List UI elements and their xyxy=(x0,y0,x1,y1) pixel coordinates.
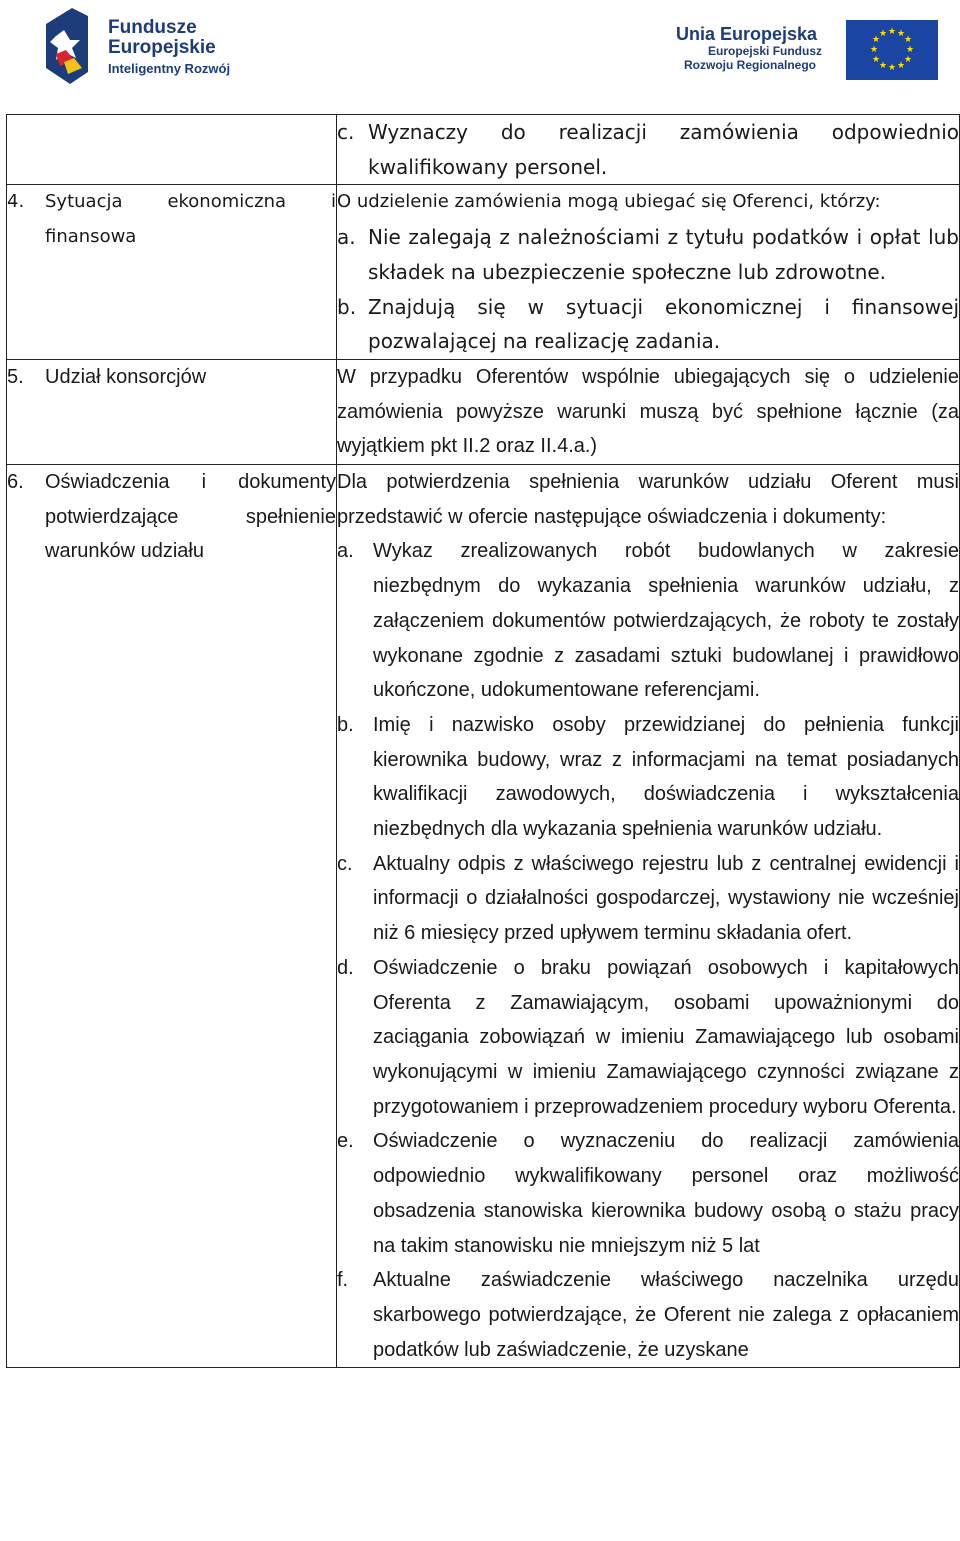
svg-text:★: ★ xyxy=(887,63,897,73)
requirements-table xyxy=(6,114,960,1368)
fe-logo-line2: Europejskie xyxy=(108,37,216,58)
list-marker: d. xyxy=(337,956,354,979)
label-cell xyxy=(7,359,337,464)
row-title: Sytuacja ekonomiczna i finansowa xyxy=(45,191,336,248)
list-text: Oświadczenie o braku powiązań osobowych i kapitałowych Oferenta z Zamawiającym, osobami upoważnionymi do zaciągania zobowiązań w imieniu Zamawiającego lub osobami wykonującymi w imieniu Zamawiającego czynności związane z przygotowaniem i przeprowadzeniem procedury wyboru Oferenta. xyxy=(373,956,959,1118)
row-title: Oświadczenia i dokumenty potwierdzające spełnienie warunków udziału xyxy=(45,471,336,563)
label-cell xyxy=(7,465,337,1368)
list-text: Wyznaczy do realizacji zamówienia odpowiednio kwalifikowany personel. xyxy=(368,120,959,179)
list-marker: a. xyxy=(337,225,356,250)
label-cell xyxy=(7,115,337,185)
svg-text:★: ★ xyxy=(871,55,881,65)
content-cell xyxy=(337,185,960,360)
list-marker: c. xyxy=(337,852,353,875)
row-label xyxy=(7,465,336,569)
list-marker: e. xyxy=(337,1130,354,1153)
page-header xyxy=(0,0,960,96)
svg-text:★: ★ xyxy=(896,61,906,71)
svg-text:★: ★ xyxy=(903,35,913,45)
fe-logo-line3: Inteligentny Rozwój xyxy=(108,61,231,76)
fe-star-icon xyxy=(44,6,104,86)
list-item xyxy=(337,847,959,951)
unia-europejska-logo xyxy=(676,20,938,84)
row-number: 6. xyxy=(7,471,24,494)
list-marker: b. xyxy=(337,294,357,319)
list-text: Imię i nazwisko osoby przewidzianej do pełnienia funkcji kierownika budowy, wraz z informacjami na temat posiadanych kwalifikacji zawodowych, doświadczenia i wykształcenia niezbędnych dla wykazania spełnienia warunków udziału. xyxy=(373,713,959,841)
row-intro: O udzielenie zamówienia mogą ubiegać się Oferenci, którzy: xyxy=(337,191,881,213)
fundusze-europejskie-logo xyxy=(44,4,284,88)
list-text: Nie zalegają z należnościami z tytułu podatków i opłat lub składek na ubezpieczenie społeczne lub zdrowotne. xyxy=(368,225,959,284)
row-number: 4. xyxy=(7,191,25,213)
content-cell xyxy=(337,465,960,1368)
eu-flag-icon xyxy=(846,20,938,80)
list-text: Aktualne zaświadczenie właściwego naczelnika urzędu skarbowego potwierdzające, że Oferent nie zalega z opłacaniem podatków lub zaświadczenie, że uzyskane xyxy=(373,1269,959,1361)
list-item xyxy=(337,708,959,847)
svg-text:★: ★ xyxy=(878,29,888,39)
list-item xyxy=(337,1263,959,1367)
list-text: Oświadczenie o wyznaczeniu do realizacji zamówienia odpowiednio wykwalifikowany personel oraz możliwość obsadzenia stanowiska kierownika budowy osobą o stażu pracy na takim stanowisku nie mniejszym niż 5 lat xyxy=(373,1130,959,1257)
svg-text:★: ★ xyxy=(878,61,888,71)
row-label xyxy=(7,360,336,395)
row-intro: Dla potwierdzenia spełnienia warunków udziału Oferent musi przedstawić w ofercie następujące oświadczenia i dokumenty: xyxy=(337,471,959,528)
table-row xyxy=(7,115,960,185)
list-text: Wykaz zrealizowanych robót budowlanych w zakresie niezbędnym do wykazania spełnienia warunków udziału, z załączeniem dokumentów potwierdzających, że roboty te zostały wykonane zgodnie z zasadami sztuki budowlanej i prawidłowo ukończone, udokumentowane referencjami. xyxy=(373,540,959,702)
svg-text:★: ★ xyxy=(903,55,913,65)
row-title: Udział konsorcjów xyxy=(45,365,207,388)
svg-text:★: ★ xyxy=(871,35,881,45)
list-marker: a. xyxy=(337,540,354,563)
table-row xyxy=(7,185,960,360)
eu-logo-sub1: Europejski Fundusz xyxy=(708,44,823,58)
list-item xyxy=(337,220,959,289)
list-marker: b. xyxy=(337,713,354,736)
eu-logo-sub2: Rozwoju Regionalnego xyxy=(684,58,816,72)
eu-logo-title: Unia Europejska xyxy=(676,24,818,44)
table-row xyxy=(7,359,960,464)
svg-text:★: ★ xyxy=(905,45,915,55)
list-item xyxy=(337,951,959,1125)
svg-text:★: ★ xyxy=(887,27,897,37)
eu-logo-text xyxy=(676,24,822,72)
fe-logo-line1: Fundusze xyxy=(108,17,197,38)
list-item xyxy=(337,115,959,184)
list-item xyxy=(337,534,959,708)
list-item xyxy=(337,1124,959,1263)
list-item xyxy=(337,290,959,359)
row-number: 5. xyxy=(7,365,24,388)
list-text: Aktualny odpis z właściwego rejestru lub z centralnej ewidencji i informacji o działalności gospodarczej, wystawiony nie wcześniej niż 6 miesięcy przed upływem terminu składania ofert. xyxy=(373,852,959,945)
content-cell xyxy=(337,359,960,464)
list-text: Znajdują się w sytuacji ekonomicznej i finansowej pozwalającej na realizację zadania. xyxy=(368,294,959,354)
row-intro: W przypadku Oferentów wspólnie ubiegających się o udzielenie zamówienia powyższe warunki muszą być spełnione łącznie (za wyjątkiem pkt II.2 oraz II.4.a.) xyxy=(337,365,959,458)
table-row xyxy=(7,465,960,1368)
fe-logo-text xyxy=(108,18,230,78)
svg-text:★: ★ xyxy=(896,29,906,39)
list-marker: f. xyxy=(337,1269,349,1292)
list-marker: c. xyxy=(337,120,355,144)
label-cell xyxy=(7,185,337,360)
row-label xyxy=(7,185,336,254)
svg-text:★: ★ xyxy=(869,45,879,55)
content-cell xyxy=(337,115,960,185)
